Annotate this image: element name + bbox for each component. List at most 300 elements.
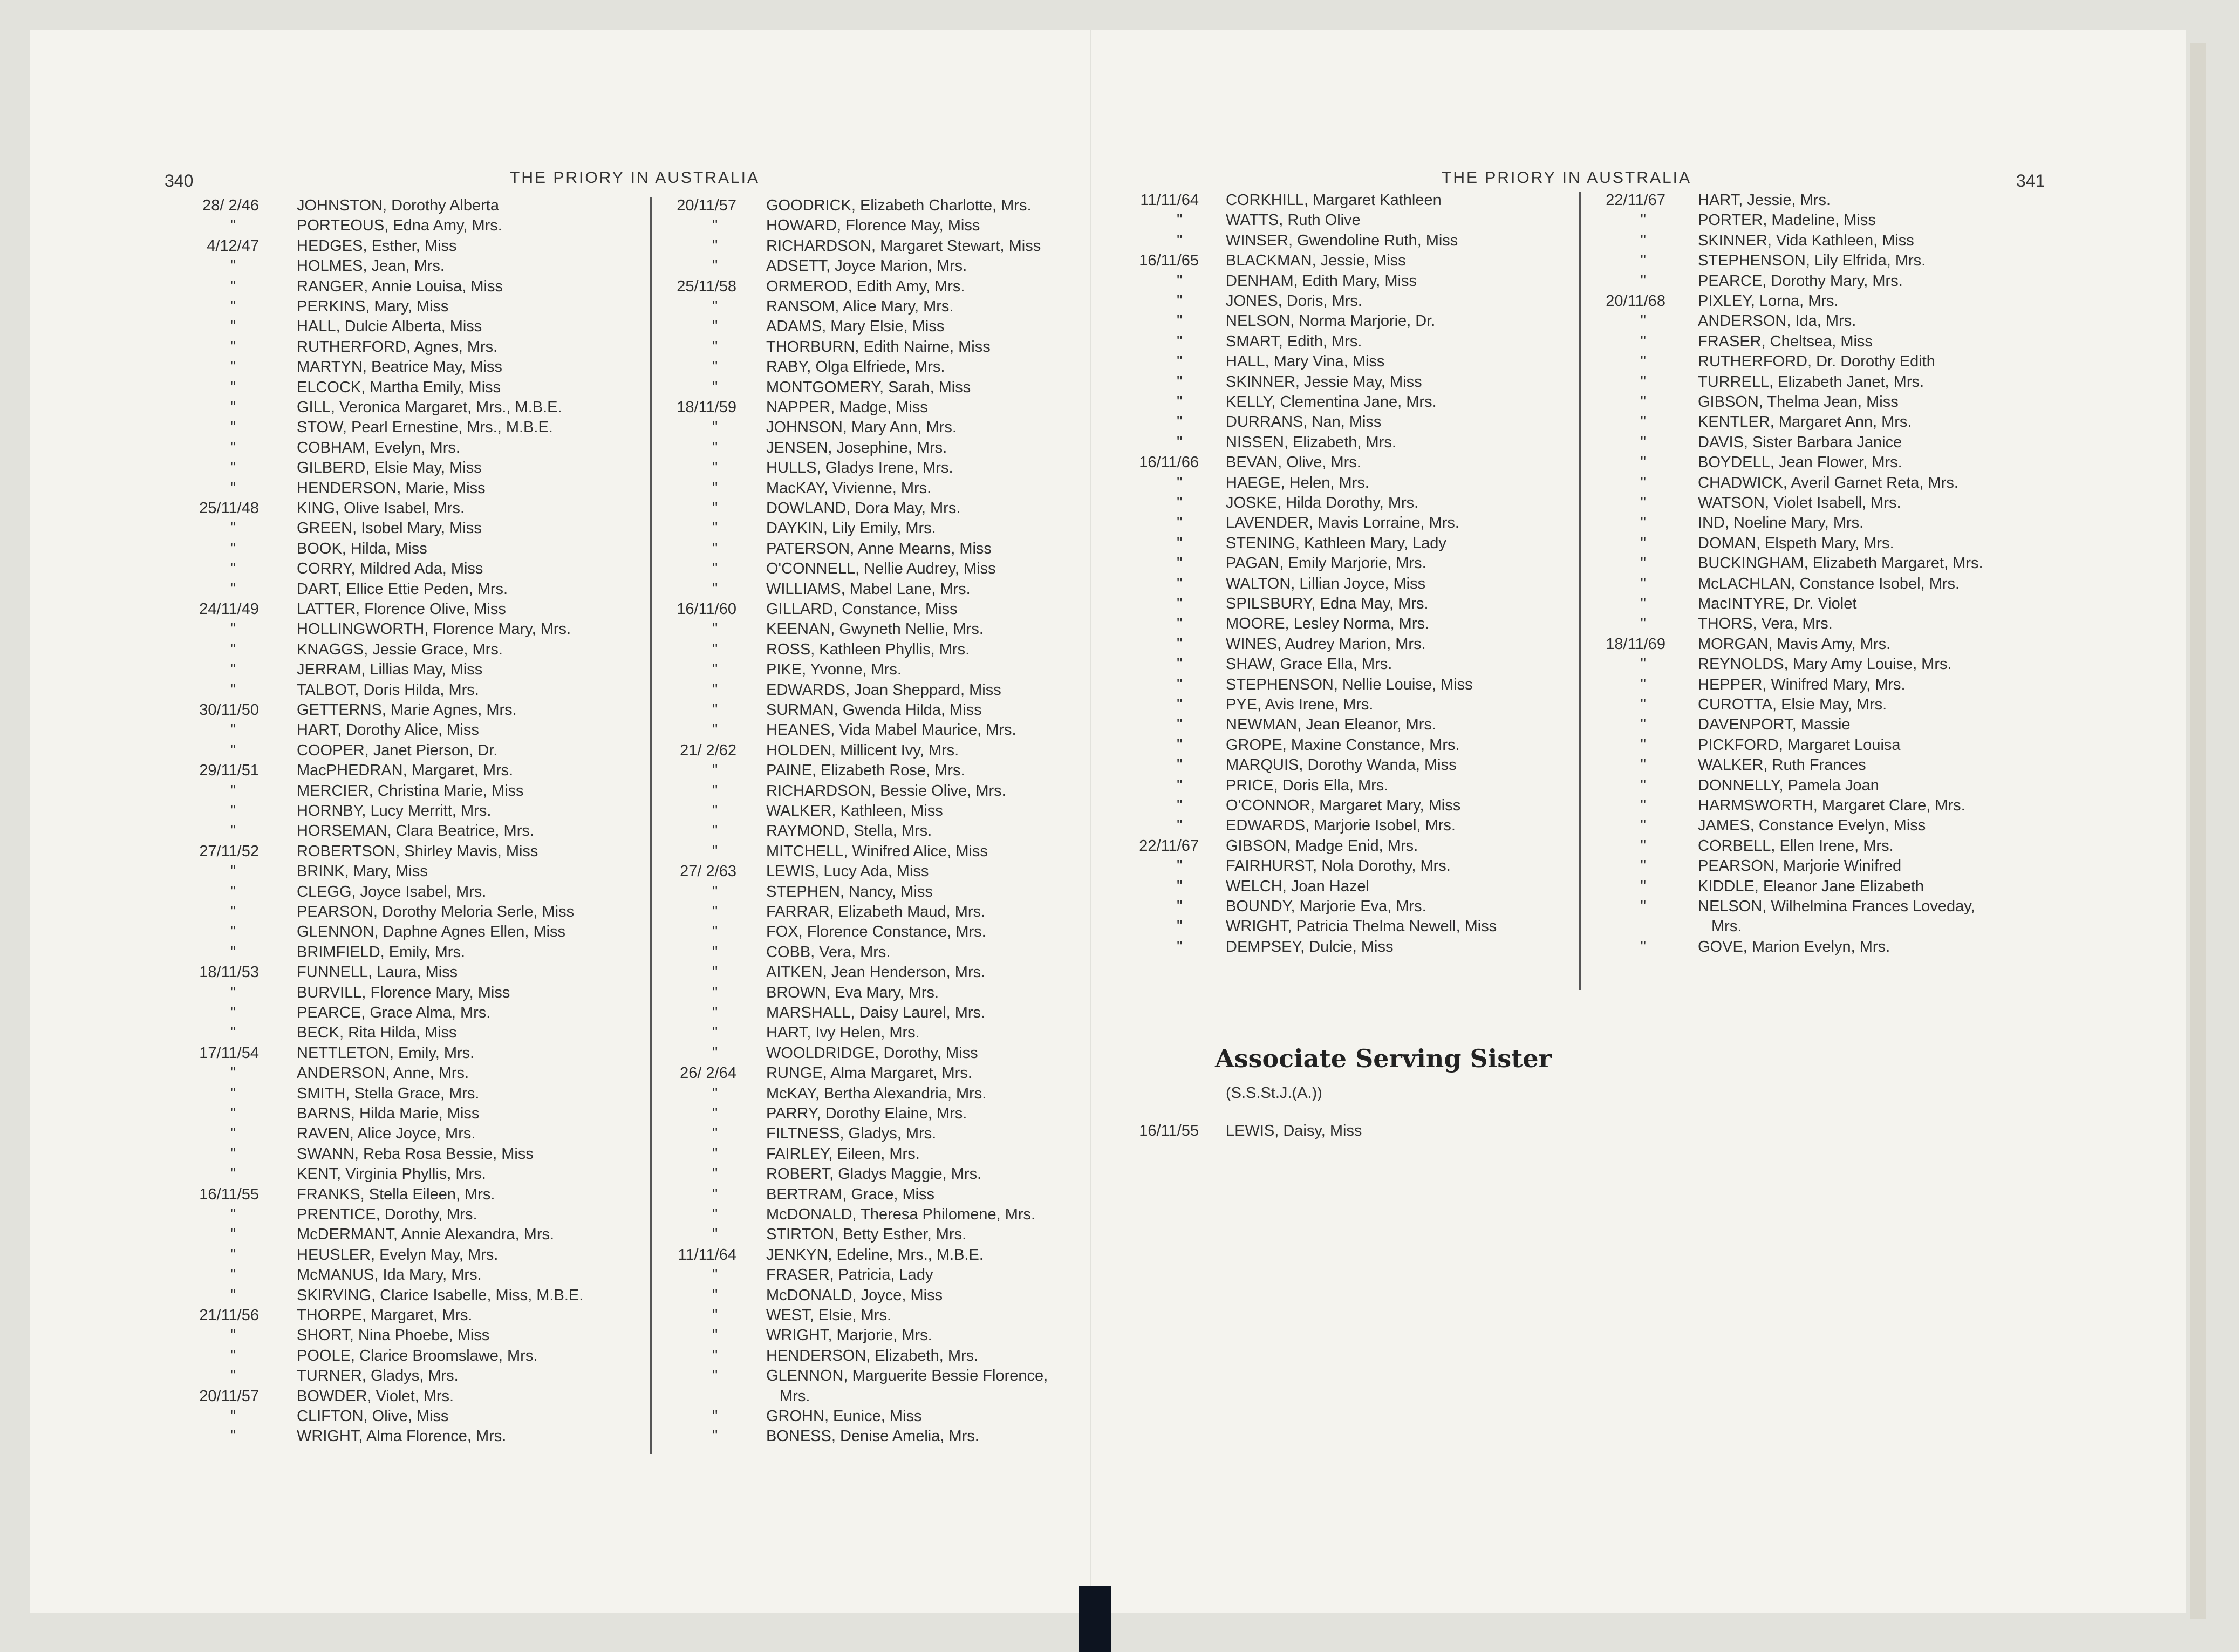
investiture-date: " bbox=[712, 903, 718, 920]
investiture-date: " bbox=[1640, 898, 1646, 915]
investiture-date: " bbox=[712, 661, 718, 679]
investiture-date: " bbox=[230, 923, 236, 941]
member-name: DURRANS, Nan, Miss bbox=[1226, 413, 1382, 431]
investiture-date: " bbox=[712, 1044, 718, 1062]
investiture-date: " bbox=[1640, 534, 1646, 552]
investiture-date: " bbox=[712, 782, 718, 800]
investiture-date: " bbox=[230, 802, 236, 820]
member-list-column-2 bbox=[1585, 192, 2183, 958]
member-name: DONNELLY, Pamela Joan bbox=[1698, 776, 1879, 794]
member-name: EDWARDS, Joan Sheppard, Miss bbox=[766, 681, 1001, 699]
member-name: WINES, Audrey Marion, Mrs. bbox=[1226, 635, 1426, 653]
investiture-date: " bbox=[712, 1367, 718, 1385]
member-name: RANGER, Annie Louisa, Miss bbox=[297, 277, 503, 295]
investiture-date: " bbox=[712, 964, 718, 981]
investiture-date: " bbox=[230, 318, 236, 336]
investiture-date: " bbox=[230, 984, 236, 1001]
investiture-date: " bbox=[1640, 716, 1646, 734]
member-list-column-1 bbox=[165, 197, 666, 1448]
investiture-date: " bbox=[712, 1145, 718, 1163]
member-name: ELCOCK, Martha Emily, Miss bbox=[297, 378, 501, 396]
member-name: THORBURN, Edith Nairne, Miss bbox=[766, 338, 991, 356]
member-name: PEARSON, Marjorie Winifred bbox=[1698, 857, 1902, 875]
investiture-date: 17/11/54 bbox=[199, 1044, 259, 1062]
member-name: DAVIS, Sister Barbara Janice bbox=[1698, 433, 1902, 451]
investiture-date: " bbox=[230, 620, 236, 638]
member-name: O'CONNELL, Nellie Audrey, Miss bbox=[766, 560, 996, 578]
investiture-date: " bbox=[712, 419, 718, 436]
investiture-date: " bbox=[712, 1408, 718, 1425]
member-name: HEUSLER, Evelyn May, Mrs. bbox=[297, 1246, 499, 1264]
member-name: PIKE, Yvonne, Mrs. bbox=[766, 661, 902, 679]
investiture-date: " bbox=[712, 1307, 718, 1324]
investiture-date: 11/11/64 bbox=[1140, 192, 1199, 209]
investiture-date: " bbox=[1640, 413, 1646, 431]
member-name: SPILSBURY, Edna May, Mrs. bbox=[1226, 595, 1429, 612]
page-number: 340 bbox=[165, 171, 194, 190]
investiture-date: 16/11/60 bbox=[677, 600, 736, 618]
member-name: BERTRAM, Grace, Miss bbox=[766, 1185, 935, 1203]
running-header: THE PRIORY IN AUSTRALIA bbox=[1442, 169, 1691, 187]
investiture-date: " bbox=[1640, 656, 1646, 673]
member-name: FAIRLEY, Eileen, Mrs. bbox=[766, 1145, 920, 1163]
investiture-date: 11/11/64 bbox=[678, 1246, 736, 1264]
member-name: McDONALD, Joyce, Miss bbox=[766, 1286, 943, 1304]
section-entries bbox=[1129, 1122, 1598, 1142]
investiture-date: 21/ 2/62 bbox=[680, 741, 736, 759]
investiture-date: " bbox=[1177, 534, 1183, 552]
member-name: GROPE, Maxine Constance, Mrs. bbox=[1226, 736, 1460, 754]
member-name: REYNOLDS, Mary Amy Louise, Mrs. bbox=[1698, 656, 1952, 673]
investiture-date: 26/ 2/64 bbox=[680, 1064, 736, 1082]
investiture-date: " bbox=[1640, 675, 1646, 693]
member-name: STOW, Pearl Ernestine, Mrs., M.B.E. bbox=[297, 419, 553, 436]
member-name: PRENTICE, Dorothy, Mrs. bbox=[297, 1206, 477, 1223]
member-name: McKAY, Bertha Alexandria, Mrs. bbox=[766, 1084, 987, 1102]
investiture-date: " bbox=[1177, 595, 1183, 612]
investiture-date: " bbox=[712, 802, 718, 820]
investiture-date: " bbox=[1640, 595, 1646, 612]
investiture-date: 27/11/52 bbox=[199, 842, 259, 860]
member-name: McMANUS, Ida Mary, Mrs. bbox=[297, 1266, 482, 1284]
member-name: STEPHENSON, Lily Elfrida, Mrs. bbox=[1698, 252, 1926, 270]
investiture-date: " bbox=[230, 217, 236, 235]
member-name: HEPPER, Winifred Mary, Mrs. bbox=[1698, 675, 1906, 693]
member-name: AITKEN, Jean Henderson, Mrs. bbox=[766, 964, 986, 981]
investiture-date: " bbox=[230, 1125, 236, 1143]
investiture-date: " bbox=[712, 640, 718, 658]
investiture-date: " bbox=[712, 701, 718, 719]
member-name: BURVILL, Florence Mary, Miss bbox=[297, 984, 510, 1001]
member-name: MERCIER, Christina Marie, Miss bbox=[297, 782, 524, 800]
investiture-date: " bbox=[230, 1428, 236, 1445]
member-name: McDERMANT, Annie Alexandra, Mrs. bbox=[297, 1226, 555, 1244]
investiture-date: " bbox=[230, 1347, 236, 1364]
member-name: PORTEOUS, Edna Amy, Mrs. bbox=[297, 217, 502, 235]
investiture-date: " bbox=[712, 358, 718, 376]
member-name: SWANN, Reba Rosa Bessie, Miss bbox=[297, 1145, 534, 1163]
investiture-date: " bbox=[712, 984, 718, 1001]
member-name: WRIGHT, Alma Florence, Mrs. bbox=[297, 1428, 507, 1445]
investiture-date: 21/11/56 bbox=[199, 1307, 259, 1324]
investiture-date: " bbox=[1177, 231, 1183, 249]
member-name: BUCKINGHAM, Elizabeth Margaret, Mrs. bbox=[1698, 555, 1983, 572]
investiture-date: " bbox=[712, 318, 718, 336]
investiture-date: " bbox=[1177, 211, 1183, 229]
member-name: BROWN, Eva Mary, Mrs. bbox=[766, 984, 939, 1001]
member-name: KENT, Virginia Phyllis, Mrs. bbox=[297, 1165, 486, 1183]
member-name: DART, Ellice Ettie Peden, Mrs. bbox=[297, 580, 508, 598]
member-name: GIBSON, Madge Enid, Mrs. bbox=[1226, 837, 1418, 855]
member-name: RAVEN, Alice Joyce, Mrs. bbox=[297, 1125, 476, 1143]
member-name: BEVAN, Olive, Mrs. bbox=[1226, 454, 1361, 472]
investiture-date: " bbox=[712, 681, 718, 699]
investiture-date: " bbox=[712, 1004, 718, 1021]
page-edge bbox=[2190, 43, 2206, 1619]
investiture-date: " bbox=[230, 459, 236, 477]
investiture-date: " bbox=[1640, 877, 1646, 895]
member-name: BLACKMAN, Jessie, Miss bbox=[1226, 252, 1406, 270]
investiture-date: " bbox=[712, 1125, 718, 1143]
investiture-date: " bbox=[712, 1206, 718, 1223]
member-name: HORNBY, Lucy Merritt, Mrs. bbox=[297, 802, 492, 820]
section-title: Associate Serving Sister bbox=[1215, 1044, 1552, 1073]
investiture-date: " bbox=[712, 883, 718, 900]
member-name: DEMPSEY, Dulcie, Miss bbox=[1226, 938, 1394, 955]
member-name: NELSON, Wilhelmina Frances Loveday, bbox=[1698, 898, 1975, 915]
member-name: SHORT, Nina Phoebe, Miss bbox=[297, 1327, 490, 1344]
investiture-date: " bbox=[1640, 433, 1646, 451]
member-name: Mrs. bbox=[1711, 918, 1742, 936]
page-number: 341 bbox=[2016, 171, 2045, 190]
investiture-date: " bbox=[1177, 555, 1183, 572]
investiture-date: 24/11/49 bbox=[199, 600, 259, 618]
investiture-date: " bbox=[230, 741, 236, 759]
member-name: ROSS, Kathleen Phyllis, Mrs. bbox=[766, 640, 970, 658]
investiture-date: " bbox=[1640, 817, 1646, 835]
investiture-date: 25/11/58 bbox=[677, 277, 736, 295]
member-name: CHADWICK, Averil Garnet Reta, Mrs. bbox=[1698, 474, 1958, 491]
member-name: WRIGHT, Marjorie, Mrs. bbox=[766, 1327, 932, 1344]
member-name: WOOLDRIDGE, Dorothy, Miss bbox=[766, 1044, 978, 1062]
investiture-date: " bbox=[1640, 393, 1646, 411]
investiture-date: " bbox=[1177, 272, 1183, 290]
member-name: STEPHENSON, Nellie Louise, Miss bbox=[1226, 675, 1473, 693]
investiture-date: " bbox=[1640, 373, 1646, 391]
member-name: DAYKIN, Lily Emily, Mrs. bbox=[766, 520, 936, 537]
member-name: DOMAN, Elspeth Mary, Mrs. bbox=[1698, 534, 1894, 552]
member-name: HENDERSON, Elizabeth, Mrs. bbox=[766, 1347, 979, 1364]
investiture-date: " bbox=[230, 640, 236, 658]
member-name: WALTON, Lillian Joyce, Miss bbox=[1226, 575, 1426, 592]
member-name: SURMAN, Gwenda Hilda, Miss bbox=[766, 701, 982, 719]
member-name: WELCH, Joan Hazel bbox=[1226, 877, 1369, 895]
member-name: JENSEN, Josephine, Mrs. bbox=[766, 439, 947, 456]
member-name: RUNGE, Alma Margaret, Mrs. bbox=[766, 1064, 972, 1082]
member-name: RABY, Olga Elfriede, Mrs. bbox=[766, 358, 945, 376]
member-name: MORGAN, Mavis Amy, Mrs. bbox=[1698, 635, 1891, 653]
member-name: KEENAN, Gwyneth Nellie, Mrs. bbox=[766, 620, 984, 638]
member-name: PAINE, Elizabeth Rose, Mrs. bbox=[766, 762, 965, 780]
investiture-date: " bbox=[1640, 797, 1646, 814]
investiture-date: 18/11/53 bbox=[199, 964, 259, 981]
investiture-date: " bbox=[1177, 514, 1183, 532]
member-name: DAVENPORT, Massie bbox=[1698, 716, 1851, 734]
column-divider bbox=[1579, 192, 1581, 990]
investiture-date: " bbox=[1177, 494, 1183, 511]
investiture-date: " bbox=[230, 540, 236, 557]
member-name: ORMEROD, Edith Amy, Mrs. bbox=[766, 277, 965, 295]
member-name: FUNNELL, Laura, Miss bbox=[297, 964, 458, 981]
member-name: MONTGOMERY, Sarah, Miss bbox=[766, 378, 971, 396]
member-name: CLIFTON, Olive, Miss bbox=[297, 1408, 449, 1425]
member-name: MARQUIS, Dorothy Wanda, Miss bbox=[1226, 756, 1457, 774]
investiture-date: " bbox=[712, 540, 718, 557]
member-name: BONESS, Denise Amelia, Mrs. bbox=[766, 1428, 979, 1445]
member-name: LEWIS, Lucy Ada, Miss bbox=[766, 863, 929, 880]
investiture-date: " bbox=[1177, 817, 1183, 835]
investiture-date: 16/11/66 bbox=[1139, 454, 1199, 472]
member-name: KING, Olive Isabel, Mrs. bbox=[297, 500, 465, 517]
investiture-date: " bbox=[712, 217, 718, 235]
investiture-date: " bbox=[712, 1266, 718, 1284]
investiture-date: " bbox=[712, 1185, 718, 1203]
member-name: JOSKE, Hilda Dorothy, Mrs. bbox=[1226, 494, 1419, 511]
investiture-date: " bbox=[1177, 675, 1183, 693]
investiture-date: 20/11/57 bbox=[677, 197, 736, 214]
investiture-date: " bbox=[712, 923, 718, 941]
member-name: POOLE, Clarice Broomslawe, Mrs. bbox=[297, 1347, 538, 1364]
member-name: DOWLAND, Dora May, Mrs. bbox=[766, 500, 961, 517]
investiture-date: " bbox=[712, 560, 718, 578]
investiture-date: " bbox=[1177, 656, 1183, 673]
investiture-date: " bbox=[230, 439, 236, 456]
member-name: BARNS, Hilda Marie, Miss bbox=[297, 1105, 480, 1122]
investiture-date: " bbox=[1640, 776, 1646, 794]
investiture-date: " bbox=[230, 1246, 236, 1264]
investiture-date: " bbox=[1177, 877, 1183, 895]
investiture-date: 20/11/57 bbox=[199, 1387, 259, 1405]
member-name: GLENNON, Marguerite Bessie Florence, bbox=[766, 1367, 1048, 1385]
member-name: CLEGG, Joyce Isabel, Mrs. bbox=[297, 883, 487, 900]
member-name: IND, Noeline Mary, Mrs. bbox=[1698, 514, 1864, 532]
member-name: MacPHEDRAN, Margaret, Mrs. bbox=[297, 762, 514, 780]
investiture-date: " bbox=[1640, 857, 1646, 875]
member-name: Mrs. bbox=[780, 1387, 810, 1405]
investiture-date: " bbox=[712, 439, 718, 456]
member-name: HEDGES, Esther, Miss bbox=[297, 237, 457, 255]
investiture-date: " bbox=[712, 1428, 718, 1445]
member-name: STEPHEN, Nancy, Miss bbox=[766, 883, 933, 900]
investiture-date: " bbox=[1177, 635, 1183, 653]
member-name: RUTHERFORD, Dr. Dorothy Edith bbox=[1698, 353, 1935, 371]
member-name: PERKINS, Mary, Miss bbox=[297, 298, 449, 315]
member-name: SMART, Edith, Mrs. bbox=[1226, 332, 1362, 350]
member-name: WATSON, Violet Isabell, Mrs. bbox=[1698, 494, 1901, 511]
investiture-date: " bbox=[1177, 898, 1183, 915]
member-name: PIXLEY, Lorna, Mrs. bbox=[1698, 292, 1839, 310]
investiture-date: 20/11/68 bbox=[1606, 292, 1665, 310]
member-name: GILBERD, Elsie May, Miss bbox=[297, 459, 482, 477]
member-name: STIRTON, Betty Esther, Mrs. bbox=[766, 1226, 967, 1244]
member-name: HORSEMAN, Clara Beatrice, Mrs. bbox=[297, 822, 534, 840]
investiture-date: " bbox=[712, 500, 718, 517]
investiture-date: " bbox=[230, 338, 236, 356]
investiture-date: 29/11/51 bbox=[199, 762, 259, 780]
investiture-date: " bbox=[1640, 454, 1646, 472]
member-name: KELLY, Clementina Jane, Mrs. bbox=[1226, 393, 1437, 411]
investiture-date: " bbox=[712, 580, 718, 598]
member-name: CORBELL, Ellen Irene, Mrs. bbox=[1698, 837, 1894, 855]
right-page bbox=[1091, 30, 2186, 1613]
investiture-date: " bbox=[230, 1064, 236, 1082]
left-page bbox=[30, 30, 1090, 1613]
member-name: KENTLER, Margaret Ann, Mrs. bbox=[1698, 413, 1912, 431]
member-name: STENING, Kathleen Mary, Lady bbox=[1226, 534, 1446, 552]
member-name: HART, Dorothy Alice, Miss bbox=[297, 721, 479, 739]
member-name: RICHARDSON, Margaret Stewart, Miss bbox=[766, 237, 1041, 255]
member-name: PRICE, Doris Ella, Mrs. bbox=[1226, 776, 1389, 794]
member-name: GIBSON, Thelma Jean, Miss bbox=[1698, 393, 1899, 411]
member-name: COBHAM, Evelyn, Mrs. bbox=[297, 439, 460, 456]
member-name: MOORE, Lesley Norma, Mrs. bbox=[1226, 615, 1430, 633]
member-name: BRIMFIELD, Emily, Mrs. bbox=[297, 943, 466, 961]
member-name: BOYDELL, Jean Flower, Mrs. bbox=[1698, 454, 1902, 472]
member-name: PARRY, Dorothy Elaine, Mrs. bbox=[766, 1105, 967, 1122]
investiture-date: " bbox=[1640, 211, 1646, 229]
member-name: GILLARD, Constance, Miss bbox=[766, 600, 958, 618]
investiture-date: " bbox=[1177, 332, 1183, 350]
investiture-date: " bbox=[1177, 736, 1183, 754]
investiture-date: " bbox=[712, 943, 718, 961]
investiture-date: " bbox=[1177, 696, 1183, 713]
member-name: HALL, Mary Vina, Miss bbox=[1226, 353, 1385, 371]
member-name: RAYMOND, Stella, Mrs. bbox=[766, 822, 932, 840]
member-name: WRIGHT, Patricia Thelma Newell, Miss bbox=[1226, 918, 1497, 936]
investiture-date: " bbox=[230, 863, 236, 880]
investiture-date: 16/11/55 bbox=[199, 1185, 259, 1203]
member-name: NELSON, Norma Marjorie, Dr. bbox=[1226, 312, 1436, 330]
member-list-column-1 bbox=[1129, 192, 1598, 958]
member-name: HAEGE, Helen, Mrs. bbox=[1226, 474, 1369, 491]
member-name: LAVENDER, Mavis Lorraine, Mrs. bbox=[1226, 514, 1459, 532]
member-name: ADSETT, Joyce Marion, Mrs. bbox=[766, 257, 967, 275]
member-name: GREEN, Isobel Mary, Miss bbox=[297, 520, 482, 537]
member-name: FRASER, Cheltsea, Miss bbox=[1698, 332, 1873, 350]
member-name: THORS, Vera, Mrs. bbox=[1698, 615, 1833, 633]
member-name: FOX, Florence Constance, Mrs. bbox=[766, 923, 986, 941]
member-name: BRINK, Mary, Miss bbox=[297, 863, 428, 880]
investiture-date: " bbox=[1640, 272, 1646, 290]
investiture-date: " bbox=[230, 1286, 236, 1304]
member-name: JAMES, Constance Evelyn, Miss bbox=[1698, 817, 1926, 835]
investiture-date: " bbox=[1177, 393, 1183, 411]
member-name: JONES, Doris, Mrs. bbox=[1226, 292, 1362, 310]
member-name: JOHNSON, Mary Ann, Mrs. bbox=[766, 419, 957, 436]
investiture-date: 22/11/67 bbox=[1139, 837, 1199, 855]
investiture-date: " bbox=[230, 1105, 236, 1122]
investiture-date: " bbox=[712, 378, 718, 396]
member-name: NISSEN, Elizabeth, Mrs. bbox=[1226, 433, 1396, 451]
member-name: HART, Ivy Helen, Mrs. bbox=[766, 1024, 920, 1042]
running-header: THE PRIORY IN AUSTRALIA bbox=[510, 169, 760, 187]
investiture-date: " bbox=[712, 298, 718, 315]
investiture-date: " bbox=[1640, 736, 1646, 754]
member-name: FRANKS, Stella Eileen, Mrs. bbox=[297, 1185, 495, 1203]
investiture-date: " bbox=[1640, 514, 1646, 532]
member-name: PYE, Avis Irene, Mrs. bbox=[1226, 696, 1374, 713]
investiture-date: " bbox=[230, 1004, 236, 1021]
binding-spine bbox=[1079, 1586, 1111, 1652]
investiture-date: " bbox=[230, 1024, 236, 1042]
investiture-date: " bbox=[230, 721, 236, 739]
member-name: MacKAY, Vivienne, Mrs. bbox=[766, 479, 932, 497]
investiture-date: " bbox=[1640, 615, 1646, 633]
member-name: PEARSON, Dorothy Meloria Serle, Miss bbox=[297, 903, 575, 920]
column-divider bbox=[650, 197, 652, 1454]
investiture-date: " bbox=[230, 822, 236, 840]
investiture-date: " bbox=[1640, 474, 1646, 491]
member-name: HOLDEN, Millicent Ivy, Mrs. bbox=[766, 741, 959, 759]
member-name: GETTERNS, Marie Agnes, Mrs. bbox=[297, 701, 517, 719]
investiture-date: " bbox=[230, 1206, 236, 1223]
investiture-date: 28/ 2/46 bbox=[202, 197, 259, 214]
member-name: SKINNER, Vida Kathleen, Miss bbox=[1698, 231, 1914, 249]
investiture-date: " bbox=[230, 903, 236, 920]
member-name: HOLLINGWORTH, Florence Mary, Mrs. bbox=[297, 620, 571, 638]
investiture-date: " bbox=[1177, 918, 1183, 936]
member-name: MARSHALL, Daisy Laurel, Mrs. bbox=[766, 1004, 986, 1021]
member-name: McLACHLAN, Constance Isobel, Mrs. bbox=[1698, 575, 1960, 592]
member-name: HALL, Dulcie Alberta, Miss bbox=[297, 318, 482, 336]
investiture-date: " bbox=[1640, 332, 1646, 350]
investiture-date: " bbox=[712, 479, 718, 497]
investiture-date: " bbox=[1177, 353, 1183, 371]
investiture-date: " bbox=[230, 298, 236, 315]
investiture-date: " bbox=[712, 1286, 718, 1304]
member-name: CORRY, Mildred Ada, Miss bbox=[297, 560, 483, 578]
investiture-date: " bbox=[230, 520, 236, 537]
member-name: WEST, Elsie, Mrs. bbox=[766, 1307, 892, 1324]
investiture-date: " bbox=[712, 1327, 718, 1344]
investiture-date: 22/11/67 bbox=[1606, 192, 1665, 209]
investiture-date: " bbox=[1640, 312, 1646, 330]
member-name: FAIRHURST, Nola Dorothy, Mrs. bbox=[1226, 857, 1451, 875]
member-name: TURNER, Gladys, Mrs. bbox=[297, 1367, 459, 1385]
investiture-date: " bbox=[230, 479, 236, 497]
member-name: GOVE, Marion Evelyn, Mrs. bbox=[1698, 938, 1890, 955]
investiture-date: " bbox=[230, 943, 236, 961]
member-name: O'CONNOR, Margaret Mary, Miss bbox=[1226, 797, 1461, 814]
investiture-date: " bbox=[1640, 696, 1646, 713]
member-name: BOUNDY, Marjorie Eva, Mrs. bbox=[1226, 898, 1426, 915]
member-name: COBB, Vera, Mrs. bbox=[766, 943, 891, 961]
member-name: ROBERTSON, Shirley Mavis, Miss bbox=[297, 842, 538, 860]
member-name: MacINTYRE, Dr. Violet bbox=[1698, 595, 1857, 612]
member-name: KNAGGS, Jessie Grace, Mrs. bbox=[297, 640, 503, 658]
investiture-date: " bbox=[230, 681, 236, 699]
member-name: SKIRVING, Clarice Isabelle, Miss, M.B.E. bbox=[297, 1286, 584, 1304]
section-subtitle: (S.S.St.J.(A.)) bbox=[1226, 1084, 1322, 1102]
investiture-date: " bbox=[712, 1105, 718, 1122]
member-name: CORKHILL, Margaret Kathleen bbox=[1226, 192, 1442, 209]
investiture-date: " bbox=[1640, 938, 1646, 955]
investiture-date: " bbox=[230, 1084, 236, 1102]
member-name: ADAMS, Mary Elsie, Miss bbox=[766, 318, 945, 336]
investiture-date: " bbox=[230, 1226, 236, 1244]
investiture-date: " bbox=[230, 580, 236, 598]
member-list-column-2 bbox=[658, 197, 1090, 1448]
